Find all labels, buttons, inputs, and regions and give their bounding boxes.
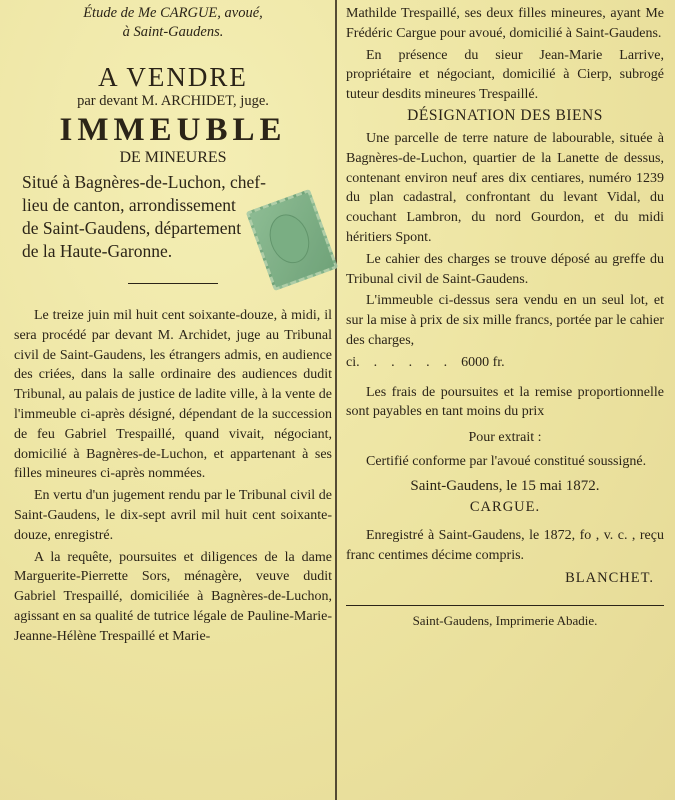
mineurs-line: DE MINEURES (119, 149, 227, 166)
location-line-3: de Saint-Gaudens, département (22, 218, 242, 238)
signature-blanchet: BLANCHET. (565, 569, 654, 586)
immeuble-heading: IMMEUBLE (59, 112, 287, 148)
paragraph-enregistre: Enregistré à Saint-Gaudens, le 1872, fo , v. c. , reçu franc centimes décime compris. (346, 527, 664, 563)
location-line-2: lieu de canton, arrondissement (22, 195, 236, 215)
paragraph-requete: A la requête, poursuites et diligences de la dame Marguerite-Pierrette Sors, ménagère, veuve dudit Gabriel Trespaillé, domiciliée à Bagnères-de-Luchon, agissant en sa qualité de tutrice légale de Pauline-Marie-Jeanne-Hélène Trespaillé et Marie- (14, 549, 332, 644)
designation-title: DÉSIGNATION DES BIENS (407, 106, 603, 124)
price-line: ci. . . . . . 6000 fr. (346, 354, 505, 370)
paragraph-jugement: En vertu d'un jugement rendu par le Tribunal civil de Saint-Gaudens, le dix-sept avril mil huit cent soixante-douze, enregistré. (14, 488, 332, 543)
imprimerie-line: Saint-Gaudens, Imprimerie Abadie. (412, 612, 598, 628)
location-description (14, 171, 332, 263)
header-line-2: à Saint-Gaudens. (122, 24, 224, 40)
a-vendre-heading: A VENDRE (98, 62, 248, 92)
paragraph-certifie: Certifié conforme par l'avoué constitué soussigné. (366, 454, 647, 470)
header-line-1: Étude de Me CARGUE, avoué, (83, 5, 263, 21)
paragraph-continuation: Mathilde Trespaillé, ses deux filles mineures, ayant Me Frédéric Cargue pour avoué, domicilié à Saint-Gaudens. (346, 6, 664, 41)
left-column (14, 4, 332, 649)
paragraph-frais: Les frais de poursuites et la remise proportionnelle sont payables en tant moins du prix (346, 384, 664, 420)
paragraph-presence: En présence du sieur Jean-Marie Larrive, propriétaire et négociant, domicilié à Cierp, subrogé tuteur desdits mineures Trespaillé. (346, 47, 664, 103)
right-column (346, 4, 664, 630)
section-rule (128, 283, 218, 284)
devant-line: par devant M. ARCHIDET, juge. (77, 93, 269, 109)
pour-extrait: Pour extrait : (468, 430, 542, 446)
location-line-1: Situé à Bagnères-de-Luchon, chef- (22, 172, 266, 192)
paragraph-vente: L'immeuble ci-dessus sera vendu en un seul lot, et sur la mise à prix de six mille francs, portée par le cahier des charges, (346, 293, 664, 348)
location-line-4: de la Haute-Garonne. (22, 241, 173, 261)
paragraph-cahier: Le cahier des charges se trouve déposé au greffe du Tribunal civil de Saint-Gaudens. (346, 251, 664, 287)
footer-rule (346, 605, 664, 606)
signature-cargue: CARGUE. (469, 498, 541, 515)
paragraph-sale-date: Le treize juin mil huit cent soixante-douze, à midi, il sera procédé par devant M. Archidet, juge au Tribunal civil de Saint-Gaudens, les étrangers admis, en audience des criées, dans la salle ordinaire des audiences dudit Tribunal, au palais de justice de ladite ville, à la vente de l'immeuble ci-après désigné, dépendant de la succession de feu Gabriel Trespaillé, quand vivait, négociant, domicilié à Bagnères-de-Luchon, et appartenant à ses filles mineures ci-après nommées. (14, 308, 332, 482)
date-line: Saint-Gaudens, le 15 mai 1872. (410, 477, 600, 494)
paragraph-parcelle: Une parcelle de terre nature de labourable, située à Bagnères-de-Luchon, quartier de la Lanette de dessus, contenant environ neuf ares dix centiares, numéro 1239 du plan cadastral, confrontant du levant Vidal, du couchant Lambron, du nord Gourdon, et du midi héritiers Spont. (346, 130, 664, 245)
column-divider (335, 0, 337, 800)
